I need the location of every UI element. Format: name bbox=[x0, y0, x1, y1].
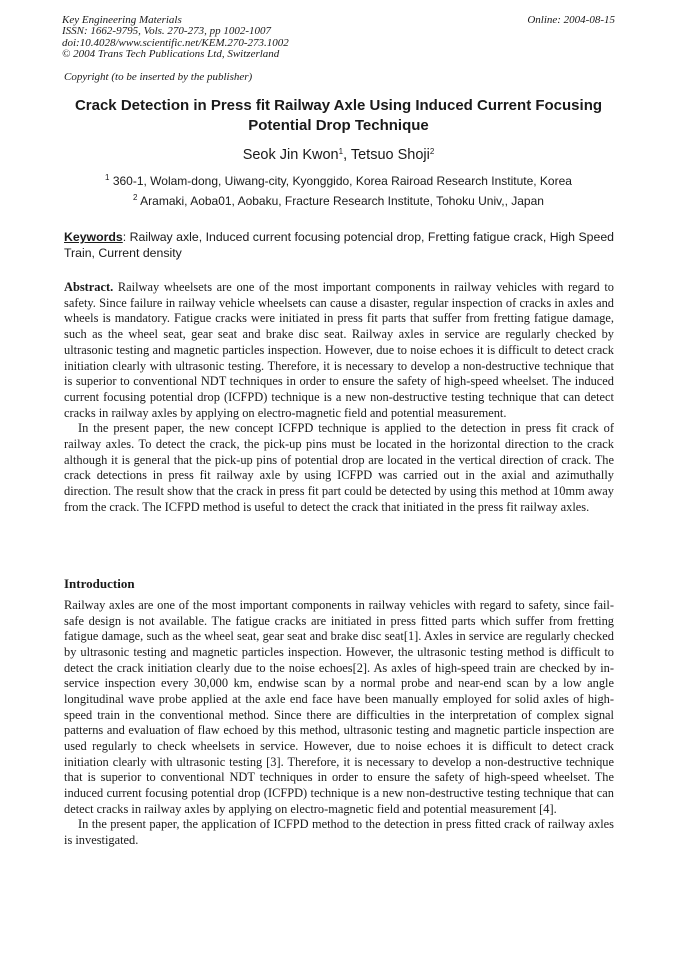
affiliation-text: 360-1, Wolam-dong, Uiwang-city, Kyonggido, Korea Rairoad Research Institute, Korea bbox=[109, 174, 572, 188]
abstract-section bbox=[64, 280, 614, 516]
author-name: Seok Jin Kwon bbox=[242, 147, 339, 163]
copyright-note: Copyright (to be inserted by the publisher) bbox=[64, 71, 253, 83]
publisher-line: © 2004 Trans Tech Publications Ltd, Switzerland bbox=[62, 48, 280, 61]
issn-line: ISSN: 1662-9795, Vols. 270-273, pp 1002-1007 bbox=[62, 25, 271, 38]
author-name: Tetsuo Shoji bbox=[350, 147, 430, 163]
abstract-paragraph-2: In the present paper, the new concept ICFPD technique is applied to the detection in press fit crack of railway axles. To detect the crack, the pick-up pins must be located in the horizontal direction to the crack although it is general that the pick-up pins of potential drop are located in the vertical direction of crack. The crack detections in press fit railway axle by using ICFPD was carried out in the axial and azimuthally direction. The result show that the crack in press fit part could be detected by using this method at 10mm away from the crack. The ICFPD method is useful to detect the crack that initiated in the press fit railway axles. bbox=[64, 421, 614, 514]
affiliation-mark: 1 bbox=[105, 173, 110, 182]
journal-header bbox=[62, 15, 615, 61]
introduction-section bbox=[64, 598, 614, 849]
keywords-block bbox=[64, 230, 614, 261]
abstract-text: Railway wheelsets are one of the most important components in railway vehicles with regard to safety. Since failure in railway vehicle wheelsets can cause a disaster, regular inspection of cracks in axles and wheels is mandatory. Fatigue cracks were initiated in press fit parts that suffer from fretting fatigue damage, such as the wheel seat, gear seat and brake disc seat. Railway axles in service are regularly checked by ultrasonic testing and magnetic particles inspection. However, due to noise echoes it is difficult to detect crack initiation clearly with ultrasonic testing. Therefore, it is necessary to develop a non-destructive technique that is superior to conventional NDT techniques in order to ensure the safety of high-speed wheelset. The induced current focusing potential drop (ICFPD) technique is a new non-destructive testing technique that can detect cracks in railway axles by applying on electro-magnetic field and potential measurement. bbox=[64, 280, 614, 420]
online-date: Online: 2004-08-15 bbox=[527, 14, 615, 26]
affiliation-mark: 2 bbox=[133, 193, 138, 202]
paper-title: Crack Detection in Press fit Railway Axle Using Induced Current Focusing Potential Drop Technique bbox=[74, 97, 603, 134]
abstract-paragraph-1 bbox=[64, 280, 614, 421]
intro-paragraph-1: Railway axles are one of the most important components in railway vehicles with regard to safety, since fail-safe design is not available. The fatigue cracks are initiated in press fitted parts which suffer from fretting fatigue damage, such as the wheel seat, gear seat and brake disc seat[1]. Axles in service are regularly checked by ultrasonic testing and magnetic particles inspection. However, the ultrasonic testing method is difficult to detect the crack initiation clearly due to the noise echoes[2]. As axles of high-speed train are checked by in-service inspection every 30,000 km, endwise scan by a normal probe and near-end scan by a low angle longitudinal wave probe applied at the axle end face have been manually employed for solid axles of high-speed train in the conventional method. Since there are difficulties in the interpretation of complex signal patterns and evaluation of flaw echoed by this method, ultrasonic testing and magnetic particle inspection are used regularly to check wheelsets in service. However, due to noise echoes it is difficult to detect crack initiation clearly with ultrasonic testing [3]. Therefore, it is necessary to develop a non-destructive technique that is superior to conventional NDT techniques in order to ensure the safety of high-speed wheelset. The induced current focusing potential drop (ICFPD) technique is a new non-destructive testing technique that can detect cracks in railway axles by applying on electro-magnetic field and potential measurement [4]. bbox=[64, 598, 614, 816]
journal-name: Key Engineering Materials bbox=[62, 14, 182, 26]
keywords-text: : Railway axle, Induced current focusing potencial drop, Fretting fatigue crack, High Speed Train, Current density bbox=[64, 230, 614, 260]
affiliation-mark: 1 bbox=[338, 147, 344, 156]
author-list bbox=[62, 147, 615, 163]
affiliation-1 bbox=[62, 174, 615, 188]
doi-line[interactable]: doi:10.4028/www.scientific.net/KEM.270-273.1002 bbox=[62, 36, 289, 49]
intro-paragraph-2: In the present paper, the application of ICFPD method to the detection in press fitted crack of railway axles is investigated. bbox=[64, 817, 614, 847]
keywords-label: Keywords bbox=[64, 230, 123, 244]
abstract-label: Abstract. bbox=[64, 280, 114, 294]
author-separator: , bbox=[343, 147, 351, 163]
affiliation-text: Aramaki, Aoba01, Aobaku, Fracture Research Institute, Tohoku Univ,, Japan bbox=[137, 194, 544, 208]
section-heading-introduction: Introduction bbox=[64, 576, 135, 591]
affiliation-2 bbox=[62, 194, 615, 208]
affiliation-mark: 2 bbox=[429, 147, 435, 156]
